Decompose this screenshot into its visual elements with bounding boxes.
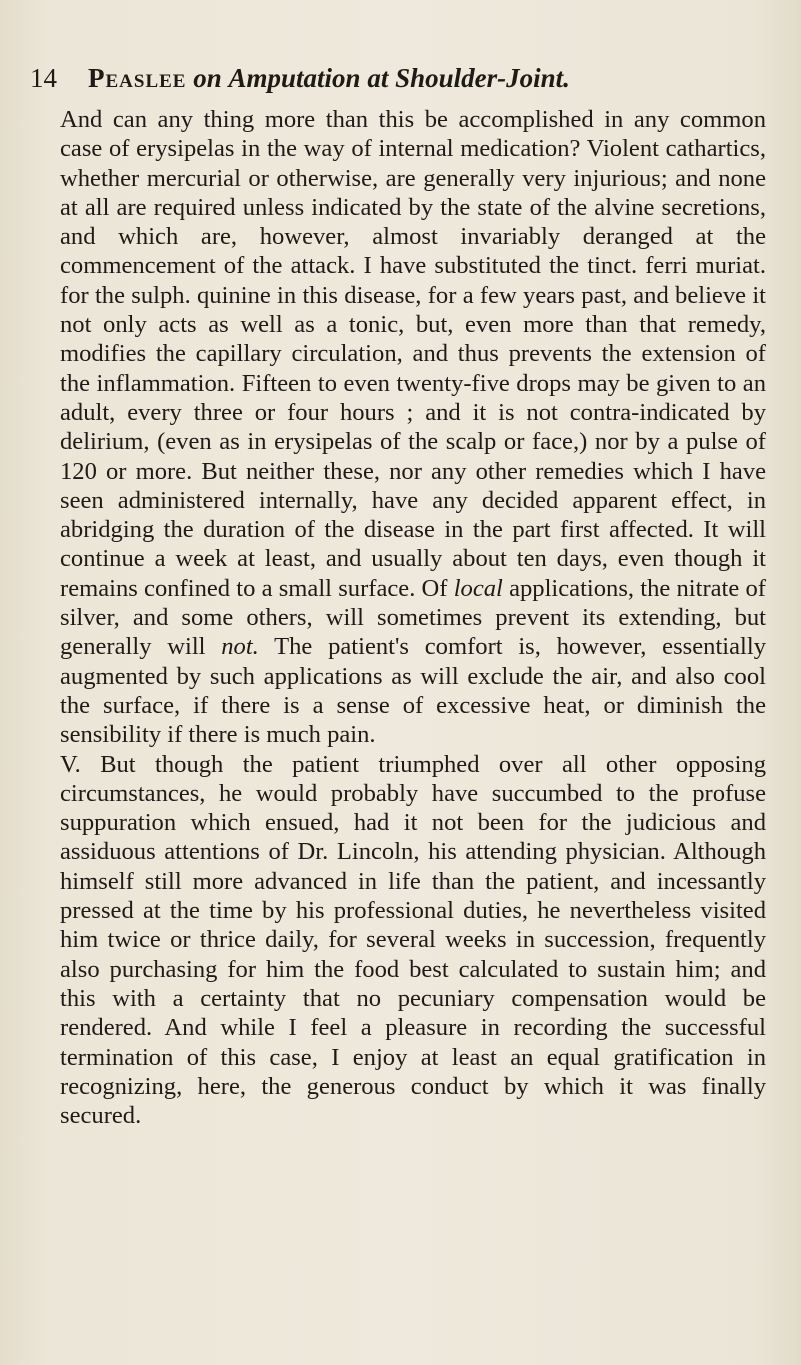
running-head-connector: on [193,63,222,93]
paragraph-1-italic-not: not. [221,633,259,661]
running-head [30,58,770,98]
body-text [60,105,766,1130]
running-head-author: Peaslee [88,63,187,93]
paragraph-1-segment-3: applications, the nitrate of silver, and some others, will sometimes prevent its extending, but generally will [60,574,766,661]
page-number: 14 [30,63,57,93]
paragraph-1-segment-1: And can any thing more than this be accomplished in any common case of erysipelas in the way of internal medication? Violent cathartics, whether mercurial or otherwise, are generally very injurious; and none at all are required unless indicated by the state of the alvine secretions, and which are, however, almost invariably deranged at the commencement of the attack. I have substituted the tinct. ferri muriat. for the sulph. quinine in this disease, for a few years past, and believe it not only acts as well as a tonic, but, even more than that remedy, modifies the capillary circulation, and thus prevents the extension of the inflammation. Fifteen to even twenty-five drops may be given to an adult, every three or four hours ; and it is not contra-indicated by delirium, (even as in erysipelas of the scalp or face,) nor by a pulse of 120 or more. But neither these, nor any other remedies which I have seen administered internally, have any decided apparent effect, in abridging the duration of the disease in the part first affected. It will continue a week at least, and usually about ten days, even though it remains confined to a small surface. Of [60,106,766,602]
paragraph-1-italic-local: local [453,574,503,602]
paragraph-1 [60,105,766,750]
running-head-title: Amputation at Shoulder-Joint. [228,63,570,93]
paragraph-1-segment-5: The patient's comfort is, however, essentially augmented by such applications as will exclude the air, and also cool the surface, if there is a sense of excessive heat, or diminish the sensibility if there is much pain. [60,633,766,749]
paragraph-2: V. But though the patient triumphed over all other opposing circumstances, he would probably have succumbed to the profuse suppuration which ensued, had it not been for the judicious and assiduous attentions of Dr. Lincoln, his attending physician. Although himself still more advanced in life than the patient, and incessantly pressed at the time by his professional duties, he nevertheless visited him twice or thrice daily, for several weeks in succession, frequently also purchasing for him the food best calculated to sustain him; and this with a certainty that no pecuniary compensation would be rendered. And while I feel a pleasure in recording the successful termination of this case, I enjoy at least an equal gratification in recognizing, here, the generous conduct by which it was finally secured. [60,750,766,1130]
